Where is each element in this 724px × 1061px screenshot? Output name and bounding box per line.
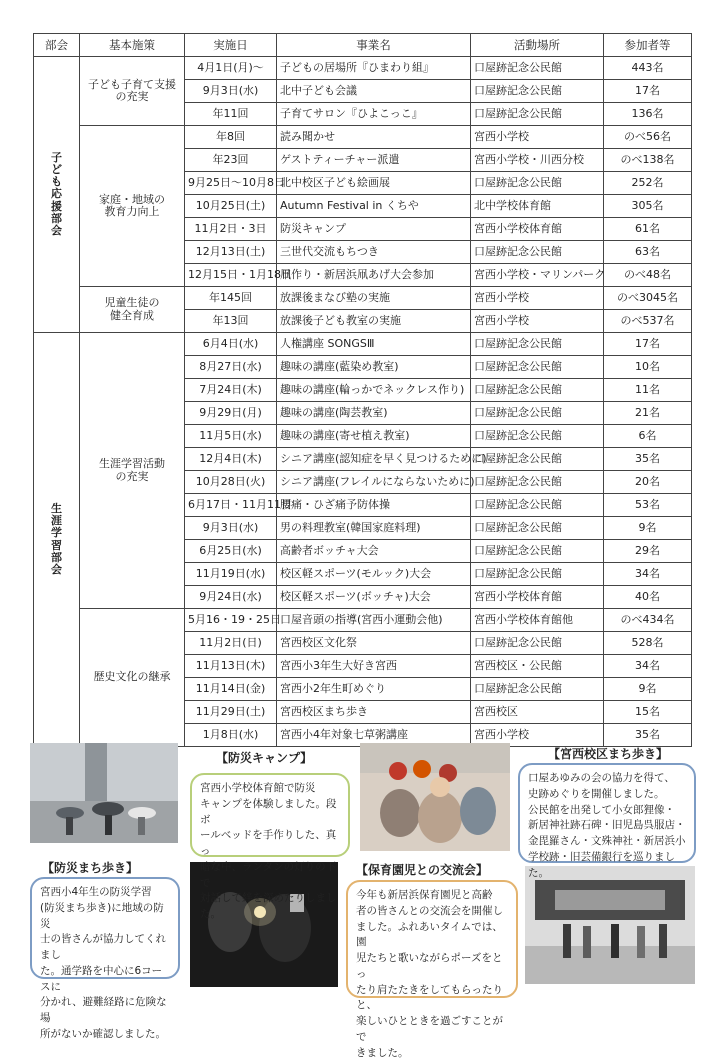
- table-row: [34, 609, 692, 632]
- table-header-row: [34, 34, 692, 57]
- cell-event: 人権講座 SONGSⅢ: [277, 333, 471, 356]
- department-children: 子 ど も 応 援 部 会: [34, 57, 80, 333]
- cell-count: 528名: [604, 632, 692, 655]
- cell-count: 305名: [604, 195, 692, 218]
- cell-date: 11月5日(水): [185, 425, 277, 448]
- cell-event: 三世代交流もちつき: [277, 241, 471, 264]
- policy-family-education: 家庭・地域の 教育力向上: [80, 126, 185, 287]
- cell-event: 北中子ども会議: [277, 80, 471, 103]
- header-place: 活動場所: [471, 34, 604, 57]
- cell-date: 年145回: [185, 287, 277, 310]
- cell-place: 宮西小学校: [471, 310, 604, 333]
- cell-date: 年23回: [185, 149, 277, 172]
- photo-elderly-exchange: [360, 743, 510, 851]
- cell-place: 宮西校区: [471, 701, 604, 724]
- caption-town-walk: 【宮西校区まち歩き】: [548, 747, 669, 761]
- cell-count: 29名: [604, 540, 692, 563]
- cell-place: 宮西小学校: [471, 287, 604, 310]
- cell-event: 凧作り・新居浜凧あげ大会参加: [277, 264, 471, 287]
- cell-place: 宮西小学校・川西分校: [471, 149, 604, 172]
- cell-count: 9名: [604, 517, 692, 540]
- cell-count: 20名: [604, 471, 692, 494]
- cell-place: 口屋跡記念公民館: [471, 678, 604, 701]
- cell-count: 35名: [604, 448, 692, 471]
- cell-event: Autumn Festival in くちや: [277, 195, 471, 218]
- header-policy: 基本施策: [80, 34, 185, 57]
- cell-date: 9月3日(水): [185, 80, 277, 103]
- cell-count: 61名: [604, 218, 692, 241]
- cell-date: 年13回: [185, 310, 277, 333]
- cell-place: 口屋跡記念公民館: [471, 402, 604, 425]
- cell-count: 9名: [604, 678, 692, 701]
- cell-event: ゲストティーチャー派遣: [277, 149, 471, 172]
- cell-event: 子育てサロン『ひよこっこ』: [277, 103, 471, 126]
- table-row: [34, 287, 692, 310]
- cell-date: 9月29日(月): [185, 402, 277, 425]
- cell-count: 21名: [604, 402, 692, 425]
- cell-place: 口屋跡記念公民館: [471, 356, 604, 379]
- cell-count: 35名: [604, 724, 692, 747]
- table-row: [34, 333, 692, 356]
- cell-event: 趣味の講座(寄せ植え教室): [277, 425, 471, 448]
- cell-date: 10月25日(土): [185, 195, 277, 218]
- activity-table: [33, 33, 692, 747]
- cell-place: 宮西小学校体育館: [471, 218, 604, 241]
- cell-event: 趣味の講座(輪っかでネックレス作り): [277, 379, 471, 402]
- cell-place: 口屋跡記念公民館: [471, 517, 604, 540]
- photo-town-walk: [525, 866, 695, 984]
- cell-event: 宮西小4年対象七草粥講座: [277, 724, 471, 747]
- cell-event: 口屋音頭の指導(宮西小運動会他): [277, 609, 471, 632]
- cell-place: 宮西小学校体育館: [471, 586, 604, 609]
- header-department: 部会: [34, 34, 80, 57]
- cell-date: 11月19日(水): [185, 563, 277, 586]
- policy-lifelong-learning: 生涯学習活動 の充実: [80, 333, 185, 609]
- header-event: 事業名: [277, 34, 471, 57]
- cell-date: 11月13日(木): [185, 655, 277, 678]
- cell-place: 口屋跡記念公民館: [471, 57, 604, 80]
- cell-place: 宮西小学校: [471, 724, 604, 747]
- table-row: [34, 57, 692, 80]
- cell-date: 12月15日・1月18日: [185, 264, 277, 287]
- cell-event: シニア講座(フレイルにならないために): [277, 471, 471, 494]
- cell-event: 北中校区子ども絵画展: [277, 172, 471, 195]
- cell-count: 15名: [604, 701, 692, 724]
- caption-nursery-exchange: 【保育園児との交流会】: [356, 863, 489, 877]
- policy-student-development: 児童生徒の 健全育成: [80, 287, 185, 333]
- policy-history-culture: 歴史文化の継承: [80, 609, 185, 747]
- cell-event: 趣味の講座(藍染め教室): [277, 356, 471, 379]
- cell-date: 11月14日(金): [185, 678, 277, 701]
- cell-count: 136名: [604, 103, 692, 126]
- cell-event: 男の料理教室(韓国家庭料理): [277, 517, 471, 540]
- header-date: 実施日: [185, 34, 277, 57]
- cell-place: 宮西小学校: [471, 126, 604, 149]
- cell-event: 放課後まなび塾の実施: [277, 287, 471, 310]
- cell-date: 9月25日～10月8日: [185, 172, 277, 195]
- cell-event: 防災キャンプ: [277, 218, 471, 241]
- cell-date: 7月24日(木): [185, 379, 277, 402]
- cell-date: 12月4日(木): [185, 448, 277, 471]
- cell-count: 53名: [604, 494, 692, 517]
- cell-event: 宮西校区文化祭: [277, 632, 471, 655]
- cell-date: 12月13日(土): [185, 241, 277, 264]
- cell-count: 34名: [604, 655, 692, 678]
- cell-date: 11月2日・3日: [185, 218, 277, 241]
- cell-event: 宮西小2年生町めぐり: [277, 678, 471, 701]
- cell-place: 宮西小学校・マリンパーク: [471, 264, 604, 287]
- cell-count: 6名: [604, 425, 692, 448]
- cell-place: 口屋跡記念公民館: [471, 172, 604, 195]
- department-lifelong-learning: 生 涯 学 習 部 会: [34, 333, 80, 747]
- cell-event: 子どもの居場所『ひまわり組』: [277, 57, 471, 80]
- text-nursery-exchange: 今年も新居浜保育園児と高齢 者の皆さんとの交流会を開催し ました。ふれあいタイムでは、園 児たちと歌いながらポーズをとっ たり肩たたきをしてもらったりと、 楽しいひとときを過ごすことがで きました。: [346, 880, 518, 998]
- text-disaster-camp: 宮西小学校体育館で防災 キャンプを体験しました。段ボ ールベッドを手作りした、真っ 暗な中、ランタンの灯りの下で 対話して絆を深めたりしました。: [190, 773, 350, 857]
- cell-event: 趣味の講座(陶芸教室): [277, 402, 471, 425]
- cell-date: 9月3日(水): [185, 517, 277, 540]
- cell-count: 40名: [604, 586, 692, 609]
- cell-count: 63名: [604, 241, 692, 264]
- cell-date: 6月4日(水): [185, 333, 277, 356]
- cell-date: 年11回: [185, 103, 277, 126]
- cell-count: 34名: [604, 563, 692, 586]
- cell-count: 11名: [604, 379, 692, 402]
- cell-date: 11月2日(日): [185, 632, 277, 655]
- cell-place: 口屋跡記念公民館: [471, 425, 604, 448]
- cell-date: 11月29日(土): [185, 701, 277, 724]
- cell-event: 読み聞かせ: [277, 126, 471, 149]
- cell-place: 口屋跡記念公民館: [471, 563, 604, 586]
- cell-event: 校区軽スポーツ(ボッチャ)大会: [277, 586, 471, 609]
- cell-count: 17名: [604, 333, 692, 356]
- cell-place: 口屋跡記念公民館: [471, 333, 604, 356]
- cell-date: 5月16・19・25日: [185, 609, 277, 632]
- cell-event: 校区軽スポーツ(モルック)大会: [277, 563, 471, 586]
- cell-event: 腰痛・ひざ痛予防体操: [277, 494, 471, 517]
- text-town-walk: 口屋あゆみの会の協力を得て、 史跡めぐりを開催しました。 公民館を出発して小女郎狸像・ 新居神社跡石碑・旧児島呉服店・ 金毘羅さん・文殊神社・新居浜小 学校跡・旧芸備銀行を巡りました。: [518, 763, 696, 863]
- cell-date: 10月28日(火): [185, 471, 277, 494]
- cell-count: 10名: [604, 356, 692, 379]
- cell-place: 北中学校体育館: [471, 195, 604, 218]
- caption-disaster-walk: 【防災まち歩き】: [42, 861, 139, 875]
- cell-place: 口屋跡記念公民館: [471, 103, 604, 126]
- cell-date: 9月24日(水): [185, 586, 277, 609]
- cell-count: 443名: [604, 57, 692, 80]
- cell-count: のべ434名: [604, 609, 692, 632]
- cell-date: 8月27日(水): [185, 356, 277, 379]
- cell-date: 6月17日・11月11日: [185, 494, 277, 517]
- cell-count: のべ138名: [604, 149, 692, 172]
- cell-date: 6月25日(水): [185, 540, 277, 563]
- cell-place: 口屋跡記念公民館: [471, 379, 604, 402]
- cell-count: のべ56名: [604, 126, 692, 149]
- caption-disaster-camp: 【防災キャンプ】: [216, 751, 313, 765]
- text-disaster-walk: 宮西小4年生の防災学習 (防災まち歩き)に地域の防災 士の皆さんが協力してくれまし た。通学路を中心に6コースに 分かれ、避難経路に危険な場 所がないか確認しました。: [30, 877, 180, 979]
- policy-childcare: 子ども子育て支援 の充実: [80, 57, 185, 126]
- cell-event: シニア講座(認知症を早く見つけるために): [277, 448, 471, 471]
- cell-date: 4月1日(月)～: [185, 57, 277, 80]
- cell-place: 口屋跡記念公民館: [471, 540, 604, 563]
- cell-place: 口屋跡記念公民館: [471, 471, 604, 494]
- cell-place: 口屋跡記念公民館: [471, 494, 604, 517]
- cell-place: 口屋跡記念公民館: [471, 448, 604, 471]
- header-participants: 参加者等: [604, 34, 692, 57]
- cell-place: 口屋跡記念公民館: [471, 632, 604, 655]
- photo-disaster-walk: [30, 743, 178, 843]
- cell-count: のべ3045名: [604, 287, 692, 310]
- cell-count: 252名: [604, 172, 692, 195]
- cell-date: 年8回: [185, 126, 277, 149]
- cell-count: のべ537名: [604, 310, 692, 333]
- table-row: [34, 126, 692, 149]
- cell-place: 口屋跡記念公民館: [471, 241, 604, 264]
- cell-count: 17名: [604, 80, 692, 103]
- cell-event: 宮西小3年生大好き宮西: [277, 655, 471, 678]
- cell-event: 高齢者ボッチャ大会: [277, 540, 471, 563]
- cell-count: のべ48名: [604, 264, 692, 287]
- cell-place: 口屋跡記念公民館: [471, 80, 604, 103]
- cell-place: 宮西校区・公民館: [471, 655, 604, 678]
- cell-event: 放課後子ども教室の実施: [277, 310, 471, 333]
- cell-place: 宮西小学校体育館他: [471, 609, 604, 632]
- cell-date: 1月8日(水): [185, 724, 277, 747]
- cell-event: 宮西校区まち歩き: [277, 701, 471, 724]
